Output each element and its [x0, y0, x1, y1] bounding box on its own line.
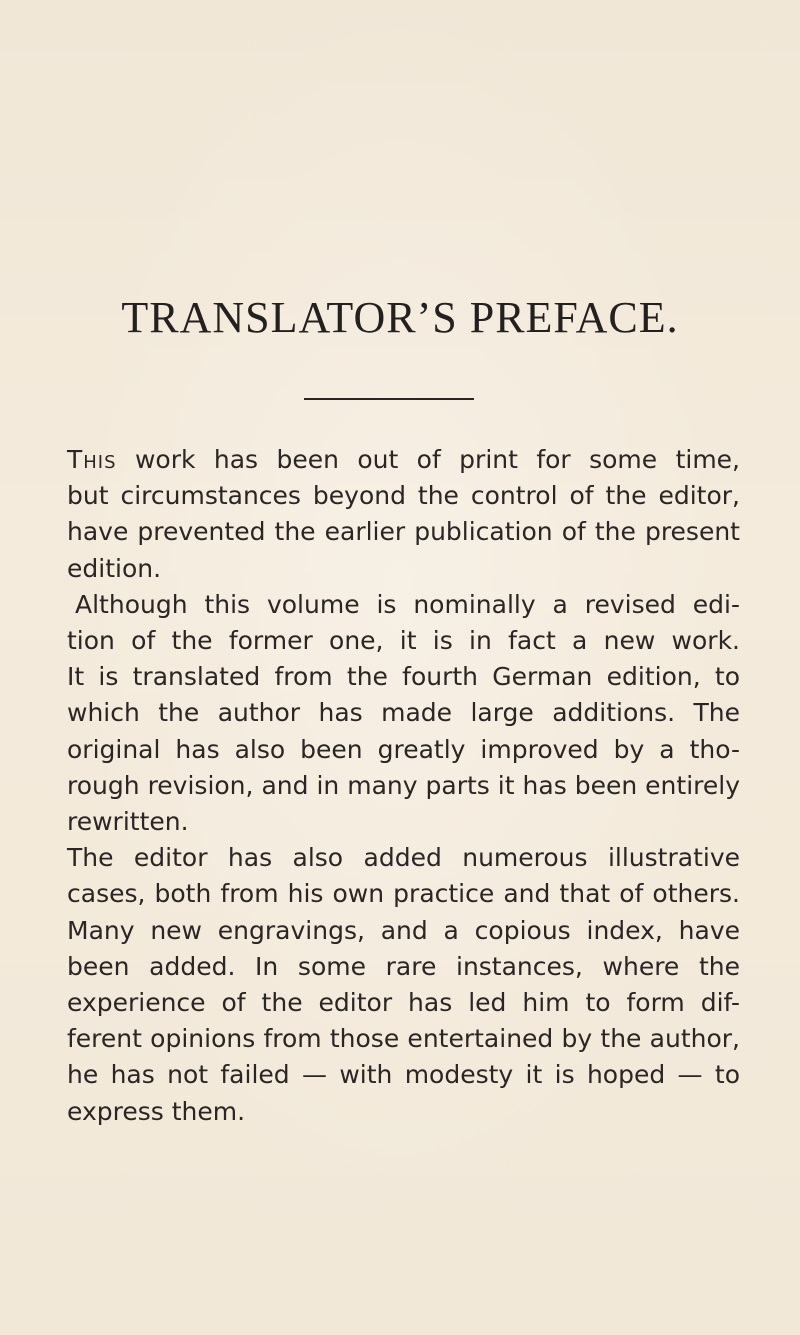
text-line: have prevented the earlier publication of the present — [67, 517, 740, 547]
text-line: been added. In some rare instances, where the — [67, 951, 740, 981]
text-line: This work has been out of print for some time, — [67, 445, 740, 474]
text-line: experience of the editor has led him to form dif- — [67, 988, 740, 1018]
preface-body — [67, 442, 740, 1130]
text-line: rough revision, and in many parts it has been entirely — [67, 770, 740, 800]
text-line: rewritten. — [67, 807, 189, 837]
text-line: which the author has made large additions. The — [67, 698, 740, 728]
text-line: express them. — [67, 1096, 246, 1126]
text-line: Many new engravings, and a copious index, have — [67, 915, 740, 945]
text-line: edition. — [67, 553, 162, 583]
paragraph-3 — [67, 840, 740, 1130]
text-line: It is translated from the fourth German edition, to — [67, 662, 740, 692]
text-line: ferent opinions from those entertained by the author, — [67, 1024, 740, 1054]
page-title: TRANSLATOR’S PREFACE. — [121, 293, 679, 342]
text-line: original has also been greatly improved by a tho- — [67, 734, 740, 764]
paragraph-1 — [67, 442, 740, 587]
text-line: The editor has also added numerous illustrative — [67, 843, 740, 873]
paragraph-2 — [67, 587, 740, 840]
text-line: Although this volume is nominally a revised edi- — [75, 589, 740, 619]
lead-word: This — [67, 445, 117, 474]
text-line: but circumstances beyond the control of the editor, — [67, 481, 740, 511]
title-rule — [304, 398, 474, 400]
text-line: cases, both from his own practice and that of others. — [67, 879, 740, 909]
text-line: tion of the former one, it is in fact a new work. — [67, 626, 740, 656]
text-line: he has not failed — with modesty it is hoped — to — [67, 1060, 740, 1090]
